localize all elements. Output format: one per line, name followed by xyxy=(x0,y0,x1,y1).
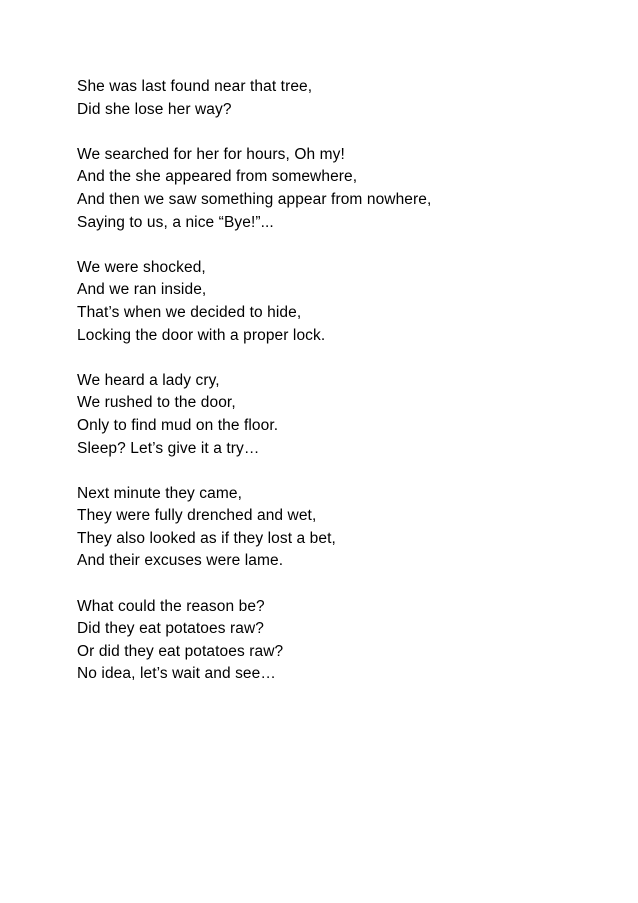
poem-line: We rushed to the door, xyxy=(77,394,236,412)
poem-line: They also looked as if they lost a bet, xyxy=(77,529,336,547)
poem-line: We were shocked, xyxy=(77,258,206,276)
poem-line: We searched for her for hours, Oh my! xyxy=(77,145,345,163)
poem-line: What could the reason be? xyxy=(77,597,265,615)
stanza-2 xyxy=(77,144,617,234)
poem-line: She was last found near that tree, xyxy=(77,78,313,95)
poem-line: Saying to us, a nice “Bye!”... xyxy=(77,213,274,231)
poem-line: Next minute they came, xyxy=(77,484,243,502)
stanza-3 xyxy=(77,257,617,347)
poem-line: Did they eat potatoes raw? xyxy=(77,620,264,638)
stanza-4 xyxy=(77,370,617,460)
poem-line: Did she lose her way? xyxy=(77,100,232,118)
stanza-5 xyxy=(77,483,617,573)
poem-line: Sleep? Let’s give it a try… xyxy=(77,439,260,457)
poem-line: And then we saw something appear from nowhere, xyxy=(77,190,432,208)
poem-line: And the she appeared from somewhere, xyxy=(77,168,358,186)
stanza-6 xyxy=(77,596,617,686)
poem-line: Only to find mud on the floor. xyxy=(77,416,279,434)
poem-line: No idea, let’s wait and see… xyxy=(77,665,276,683)
poem-line: We heard a lady cry, xyxy=(77,371,220,389)
poem-line: And we ran inside, xyxy=(77,281,207,299)
poem xyxy=(77,76,617,709)
poem-line: That’s when we decided to hide, xyxy=(77,303,302,321)
poem-line: And their excuses were lame. xyxy=(77,552,284,570)
stanza-1 xyxy=(77,76,617,121)
poem-line: They were fully drenched and wet, xyxy=(77,507,317,525)
poem-line: Locking the door with a proper lock. xyxy=(77,326,326,344)
poem-line: Or did they eat potatoes raw? xyxy=(77,642,284,660)
